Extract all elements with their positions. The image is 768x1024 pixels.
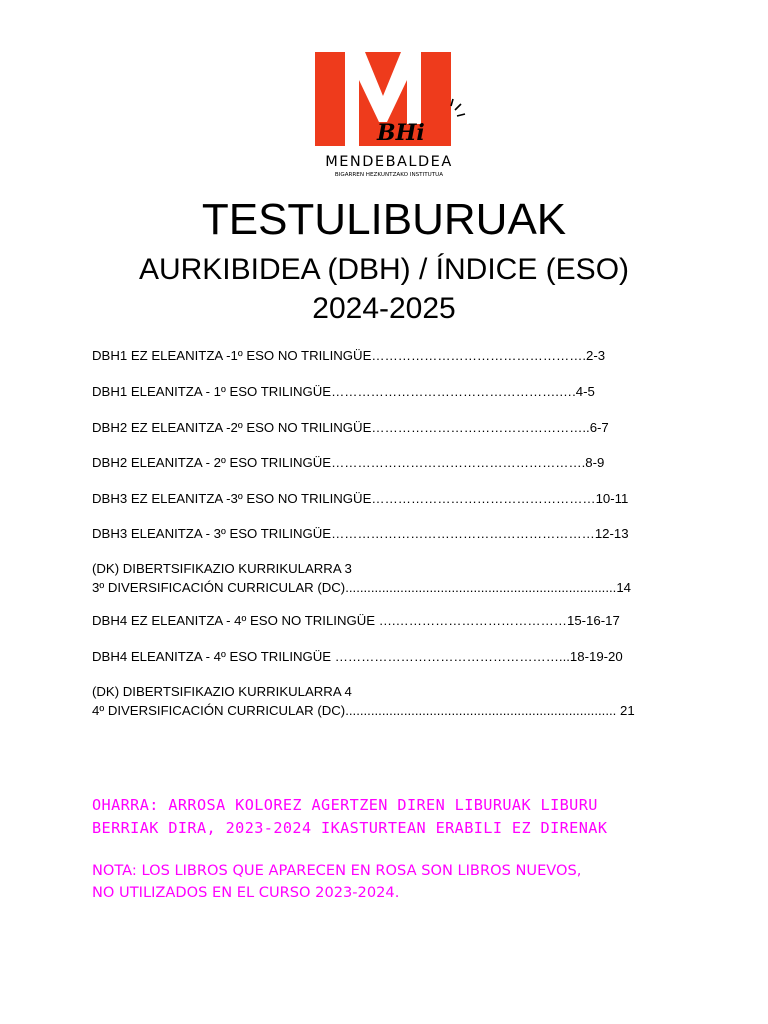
toc-entry-line: DBH4 EZ ELEANITZA - 4º ESO NO TRILINGÜE ….…………………………………15-16-17 [92,613,620,628]
logo-monogram: BHi [377,120,425,146]
mendebaldea-logo-icon [307,50,471,180]
page-subtitle: AURKIBIDEA (DBH) / ÍNDICE (ESO) [138,253,630,286]
toc-entry [92,418,609,437]
toc-entry-line: DBH3 EZ ELEANITZA -3º ESO NO TRILINGÜE……………………………………………10-11 [92,491,629,506]
toc-entry-line: DBH2 EZ ELEANITZA -2º ESO NO TRILINGÜE…………………………………………..6-7 [92,420,609,435]
note-basque [92,794,607,840]
toc-entry [92,382,595,401]
toc-entry-line: 4º DIVERSIFICACIÓN CURRICULAR (DC).......................................................................... 21 [92,703,635,718]
toc-entry-line: (DK) DIBERTSIFIKAZIO KURRIKULARRA 3 [92,561,352,576]
page-title: TESTULIBURUAK [201,195,567,244]
toc-entry [92,611,620,630]
toc-entry [92,489,628,508]
note-spanish [92,860,581,904]
toc-entry-line: (DK) DIBERTSIFIKAZIO KURRIKULARRA 4 [92,684,352,699]
note-line: NOTA: LOS LIBROS QUE APARECEN EN ROSA SON LIBROS NUEVOS, [92,862,582,879]
toc-entry [92,682,635,720]
toc-entry-line: DBH1 EZ ELEANITZA -1º ESO NO TRILINGÜE………………………………………….2-3 [92,348,606,363]
toc-entry-line: DBH2 ELEANITZA - 2º ESO TRILINGÜE………………………………………………….8-9 [92,455,605,470]
toc-entry [92,559,631,597]
toc-entry-line: DBH4 ELEANITZA - 4º ESO TRILINGÜE ……………………………………………...18-19-20 [92,649,623,664]
logo-name: MENDEBALDEA [325,154,453,170]
note-line: NO UTILIZADOS EN EL CURSO 2023-2024. [92,884,400,901]
toc-entry [92,453,604,472]
note-line: OHARRA: ARROSA KOLOREZ AGERTZEN DIREN LIBURUAK LIBURU [92,796,598,814]
toc-entry [92,524,629,543]
toc-entry [92,647,623,666]
toc-entry-line: 3º DIVERSIFICACIÓN CURRICULAR (DC)..........................................................................14 [92,580,632,595]
toc-entry-line: DBH1 ELEANITZA - 1º ESO TRILINGÜE…………………………………………….….4-5 [92,384,595,399]
logo-subtitle: BIGARREN HEZKUNTZAKO INSTITUTUA [334,172,444,178]
note-line: BERRIAK DIRA, 2023-2024 IKASTURTEAN ERABILI EZ DIRENAK [92,819,608,837]
school-year: 2024-2025 [312,292,456,325]
toc-entry [92,346,605,365]
school-logo [307,50,471,180]
toc-entry-line: DBH3 ELEANITZA - 3º ESO TRILINGÜE……………………………………………………12-13 [92,526,629,541]
